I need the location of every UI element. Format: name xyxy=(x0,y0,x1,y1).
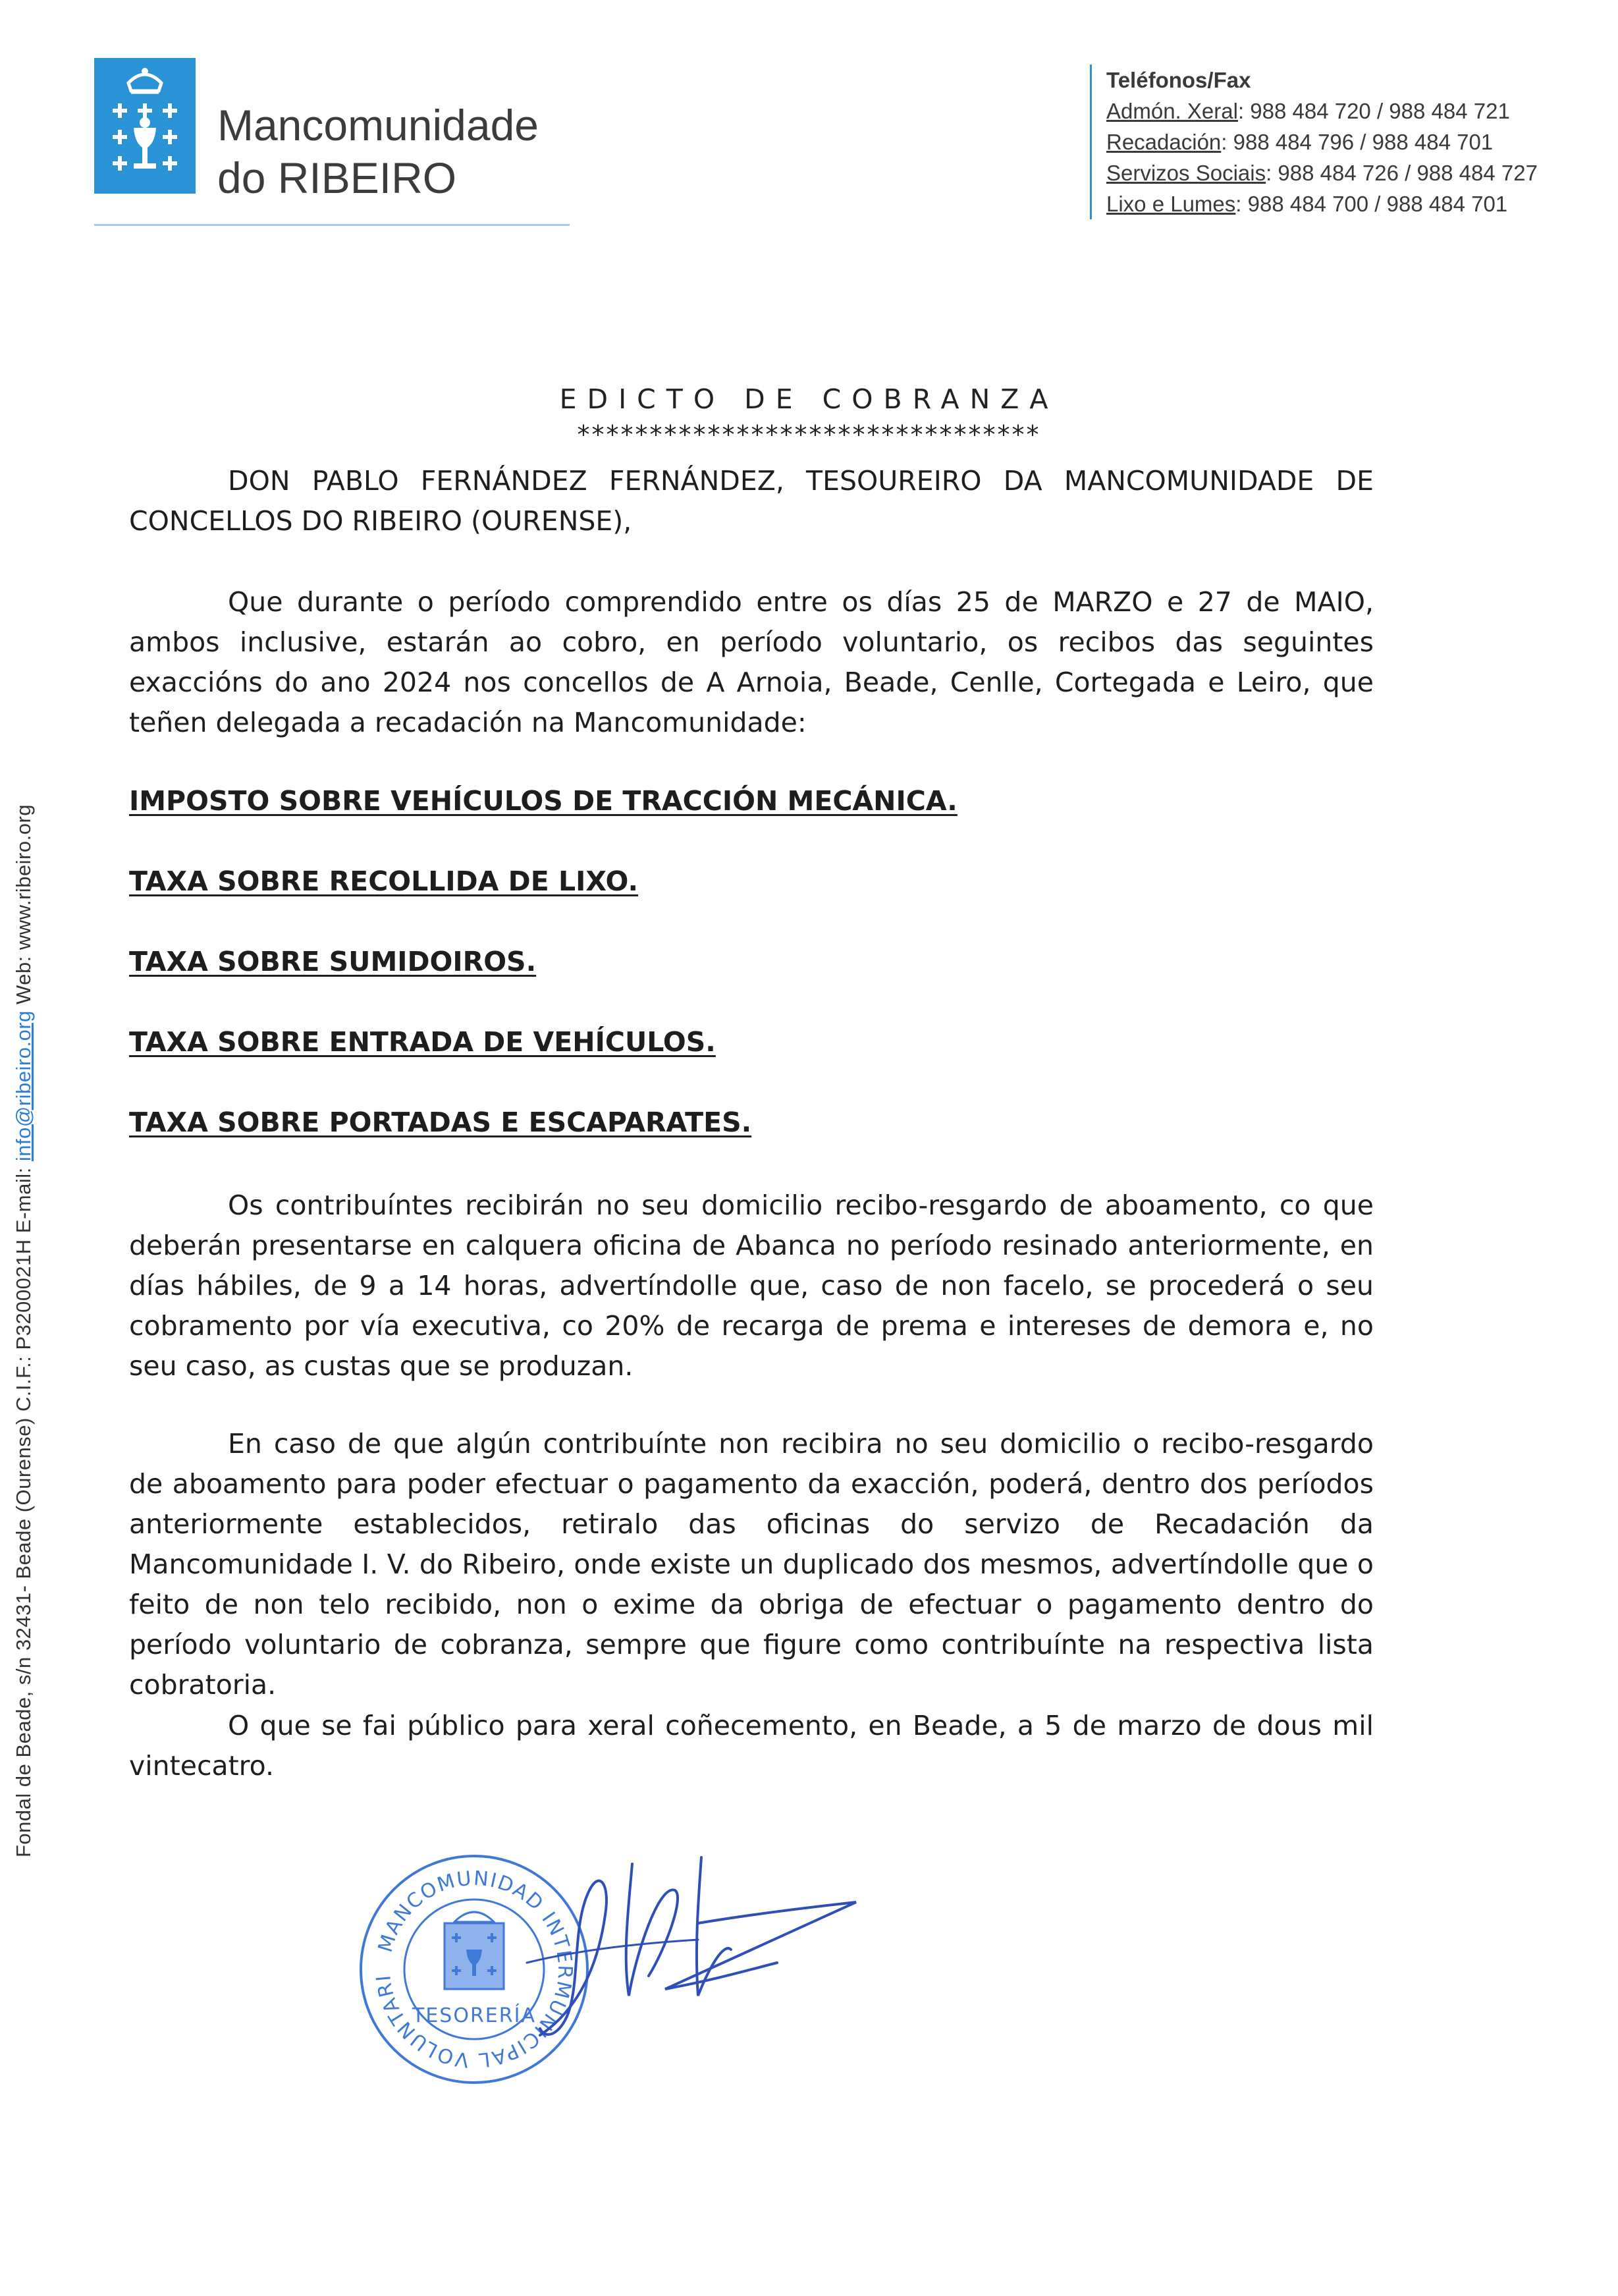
contact-label: Recadación xyxy=(1106,130,1222,154)
handwritten-signature-icon xyxy=(500,1844,869,2055)
contact-label: Lixo e Lumes xyxy=(1106,192,1236,216)
tax-item xyxy=(129,1026,716,1058)
paragraph-payment: Os contribuíntes recibirán no seu domicilio recibo-resgardo de aboamento, co que deberán presentarse en calquera oficina de Abanca no período resinado anteriormente, en días hábiles, de 9 a 14 horas, advertíndolle que, caso de non facelo, se procederá o seu cobramento por vía executiva, co 20% de recarga de prema e intereses de demora e, no seu caso, as custas que se produzan. xyxy=(129,1189,1374,1382)
contact-label: Servizos Sociais xyxy=(1106,161,1266,185)
contact-row xyxy=(1106,96,1538,126)
tax-item-label: TAXA SOBRE PORTADAS E ESCAPARATES. xyxy=(129,1107,752,1138)
sidebar-address-text: Fondal de Beade, s/n 32431- Beade (Ourense) C.I.F.: P3200021H E-mail: xyxy=(12,1161,35,1857)
sidebar-address xyxy=(12,804,36,1857)
paragraph-duplicate: En caso de que algún contribuínte non recibira no seu domicilio o recibo-resgardo de aboamento para poder efectuar o pagamento da exacción, poderá, dentro dos períodos anteriormente establecidos, retiralo das oficinas do servizo de Recadación da Mancomunidade I. V. do Ribeiro, onde existe un duplicado dos mesmos, advertíndolle que o feito de non telo recibido, non o exime da obriga de efectuar o pagamento dentro do período voluntario de cobranza, sempre que figure como contribuínte na respectiva lista cobratoria. xyxy=(129,1428,1374,1701)
contact-title: Teléfonos/Fax xyxy=(1106,68,1251,92)
paragraph-closing: O que se fai público para xeral coñecemento, en Beade, a 5 de marzo de dous mil vintecatro. xyxy=(129,1710,1374,1782)
intro-paragraph: DON PABLO FERNÁNDEZ FERNÁNDEZ, TESOUREIRO DA MANCOMUNIDADE DE CONCELLOS DO RIBEIRO (OURENSE), xyxy=(129,465,1374,537)
galicia-emblem-icon xyxy=(94,58,196,194)
tax-item xyxy=(129,946,536,977)
document-title: EDICTO DE COBRANZA xyxy=(559,383,1059,415)
contact-numbers: : 988 484 796 / 988 484 701 xyxy=(1221,130,1494,154)
contact-row xyxy=(1106,188,1538,219)
sidebar-web: Web: www.ribeiro.org xyxy=(12,804,35,1011)
contact-numbers: : 988 484 726 / 988 484 727 xyxy=(1266,161,1538,185)
tax-item-label: IMPOSTO SOBRE VEHÍCULOS DE TRACCIÓN MECÁNICA. xyxy=(129,785,957,817)
tax-item-label: TAXA SOBRE RECOLLIDA DE LIXO. xyxy=(129,865,639,897)
tax-item-label: TAXA SOBRE ENTRADA DE VEHÍCULOS. xyxy=(129,1026,716,1058)
paragraph-period: Que durante o período comprendido entre os días 25 de MARZO e 27 de MAIO, ambos inclusive, estarán ao cobro, en período voluntario, os recibos das seguintes exaccións do ano 2024 nos concellos de A Arnoia, Beade, Cenlle, Cortegada e Leiro, que teñen delegada a recadación na Mancomunidade: xyxy=(129,586,1374,738)
contact-block xyxy=(1090,65,1538,219)
header-divider xyxy=(94,224,570,226)
organization-name xyxy=(217,99,539,204)
contact-row xyxy=(1106,157,1538,188)
signature xyxy=(500,1844,869,2058)
stamp-center-text: TESORERÍA xyxy=(412,2004,536,2027)
contact-numbers: : 988 484 700 / 988 484 701 xyxy=(1235,192,1508,216)
org-name-line1: Mancomunidade xyxy=(217,101,539,150)
tax-item xyxy=(129,1107,751,1138)
title-stars-divider: ******************************** xyxy=(577,420,1041,449)
stamp-ring-text: MANCOMUNIDAD INTERMUNICIPAL VOLUNTARI xyxy=(372,1867,577,2072)
sidebar-email-link[interactable]: info@ribeiro.org xyxy=(12,1010,35,1162)
tax-item-label: TAXA SOBRE SUMIDOIROS. xyxy=(129,946,537,977)
contact-row xyxy=(1106,126,1538,157)
tax-item xyxy=(129,785,957,817)
tax-item xyxy=(129,865,638,897)
org-name-line2: do RIBEIRO xyxy=(217,153,457,202)
contact-label: Admón. Xeral xyxy=(1106,99,1238,123)
contact-numbers: : 988 484 720 / 988 484 721 xyxy=(1237,99,1510,123)
logo-emblem xyxy=(94,58,196,194)
